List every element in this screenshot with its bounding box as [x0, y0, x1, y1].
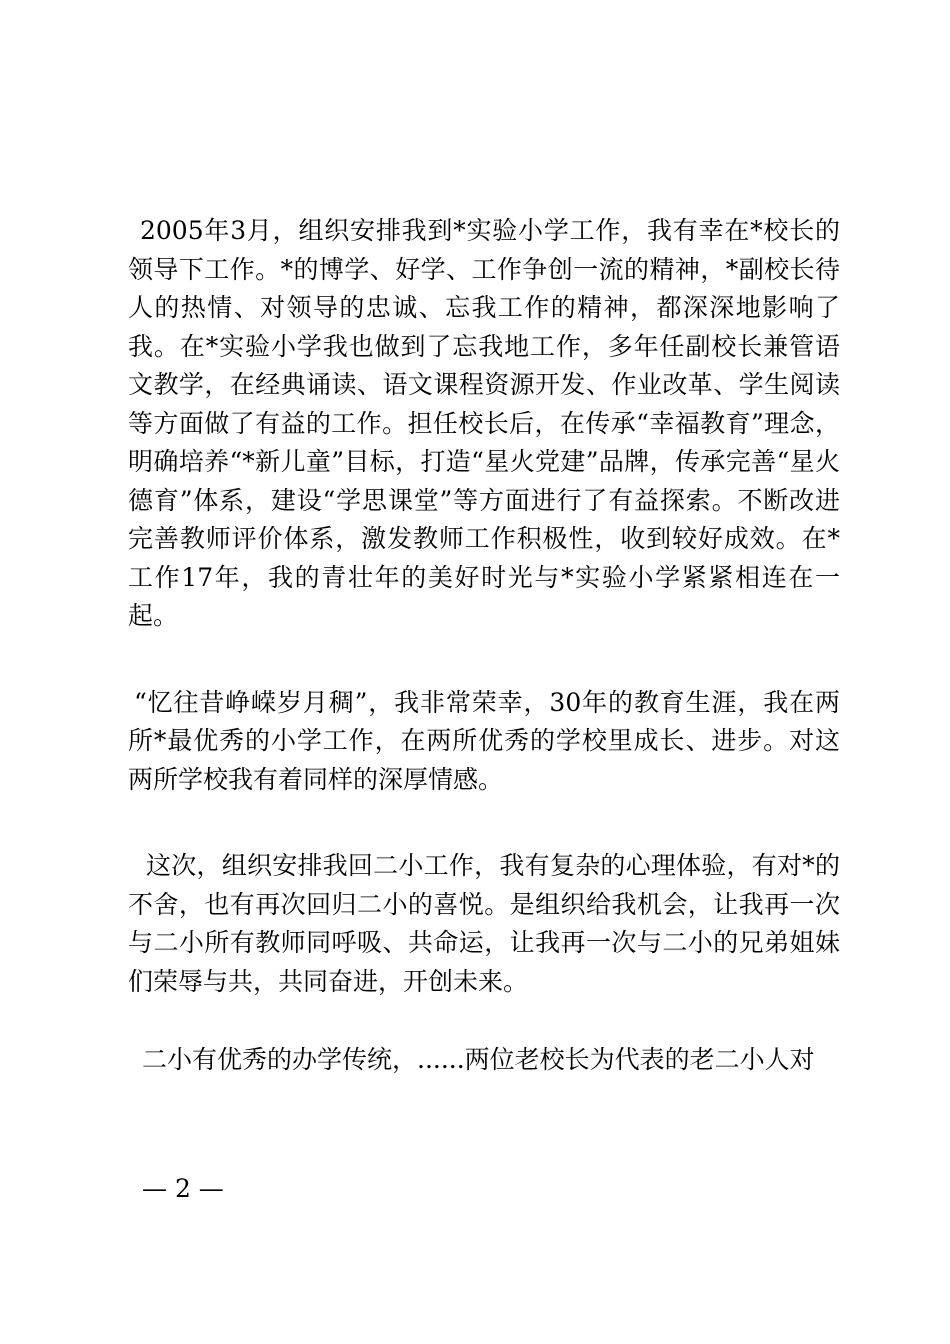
page-number: — 2 —	[142, 1174, 224, 1203]
paragraph-2: “忆往昔峥嵘岁月稠”，我非常荣幸，30年的教育生涯，我在两所*最优秀的小学工作，在两所优秀的学校里成长、进步。对这两所学校我有着同样的深厚情感。	[128, 687, 840, 794]
paragraph-3: 这次，组织安排我回二小工作，我有复杂的心理体验，有对*的不舍，也有再次回归二小的喜悦。是组织给我机会，让我再一次与二小所有教师同呼吸、共命运，让我再一次与二小的兄弟姐妹们荣辱与共，共同奋进，开创未来。	[128, 851, 840, 996]
paragraph-1: 2005年3月，组织安排我到*实验小学工作，我有幸在*校长的领导下工作。*的博学、好学、工作争创一流的精神，*副校长待人的热情、对领导的忠诚、忘我工作的精神，都深深地影响了我。在*实验小学我也做到了忘我地工作，多年任副校长兼管语文教学，在经典诵读、语文课程资源开发、作业改革、学生阅读等方面做了有益的工作。担任校长后，在传承“幸福教育”理念，明确培养“*新儿童”目标，打造“星火党建”品牌，传承完善“星火德育”体系，建设“学思课堂”等方面进行了有益探索。不断改进完善教师评价体系，激发教师工作积极性，收到较好成效。在*工作17年，我的青壮年的美好时光与*实验小学紧紧相连在一起。	[128, 216, 840, 630]
paragraph-4: 二小有优秀的办学传统，......两位老校长为代表的老二小人对	[142, 1045, 815, 1074]
document-body	[128, 212, 840, 1080]
